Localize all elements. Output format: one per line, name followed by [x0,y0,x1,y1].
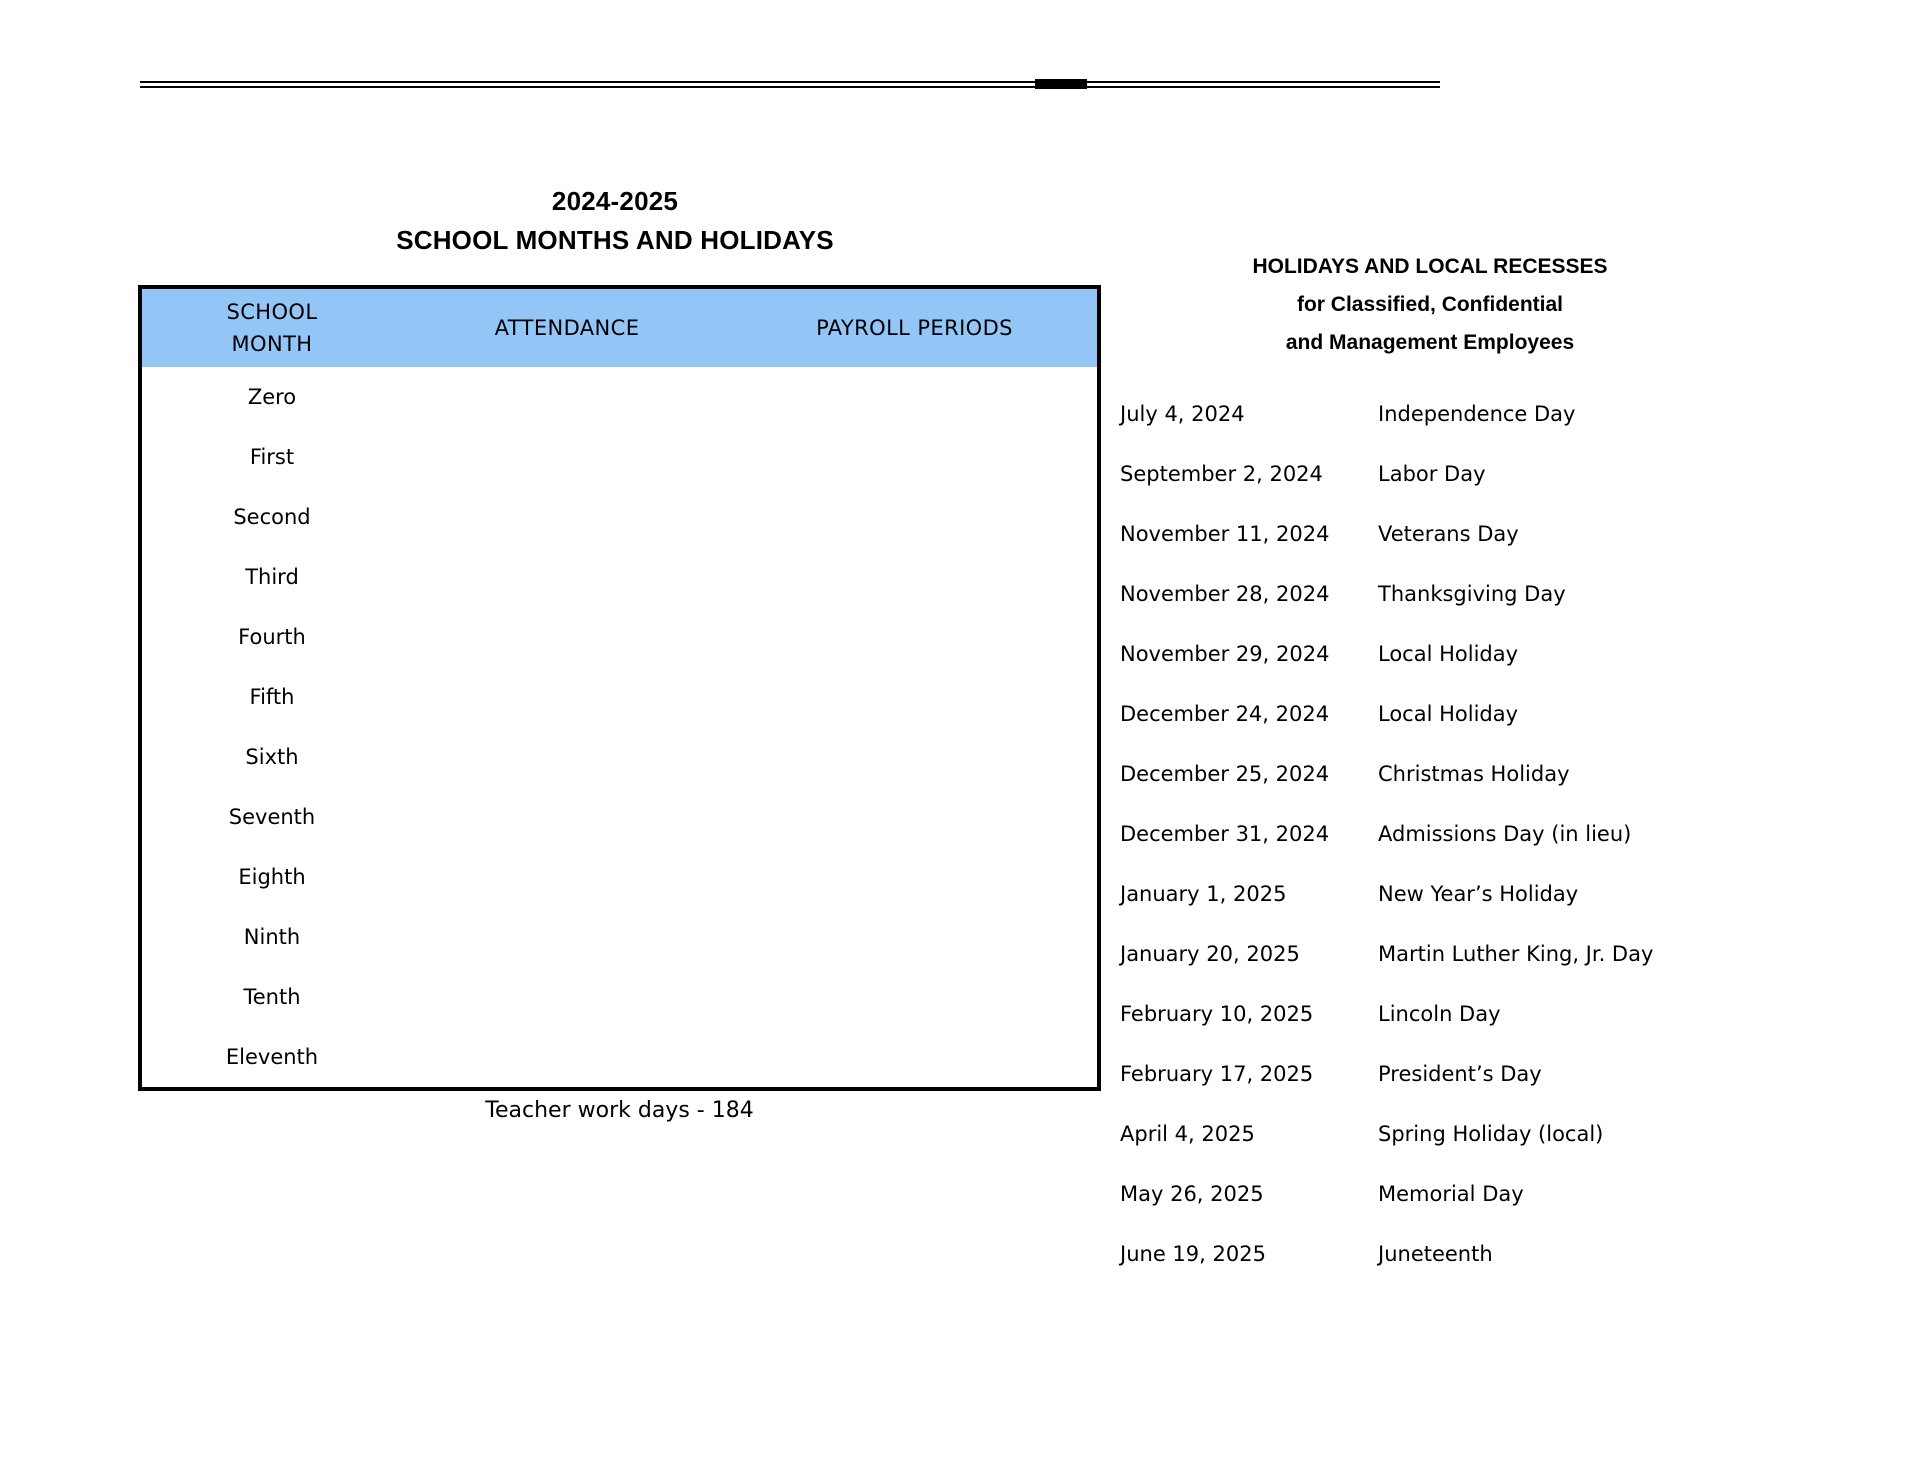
cell-payroll-periods[interactable] [732,967,1097,1027]
cell-attendance[interactable] [402,607,732,667]
school-months-table [138,285,1101,1091]
holiday-entry [1120,924,1800,984]
cell-payroll-periods[interactable] [732,1027,1097,1087]
cell-school-month: Second [233,505,311,529]
cell-payroll-periods[interactable] [732,607,1097,667]
cell-payroll-periods[interactable] [732,547,1097,607]
cell-payroll-periods[interactable] [732,907,1097,967]
cell-school-month: Zero [247,385,297,409]
holiday-name: Spring Holiday (local) [1378,1122,1604,1146]
cell-payroll-periods[interactable] [732,427,1097,487]
cell-payroll-periods[interactable] [732,727,1097,787]
table-row [142,787,1097,847]
holiday-entry [1120,444,1800,504]
holiday-date: February 17, 2025 [1120,1062,1314,1086]
column-header-payroll-periods: PAYROLL PERIODS [732,289,1097,367]
cell-school-month: Tenth [243,985,301,1009]
cell-attendance[interactable] [402,967,732,1027]
cell-payroll-periods[interactable] [732,667,1097,727]
holiday-date: November 11, 2024 [1120,522,1330,546]
holiday-date: July 4, 2024 [1120,402,1245,426]
holiday-entry [1120,984,1800,1044]
table-row [142,847,1097,907]
holiday-entry [1120,804,1800,864]
cell-payroll-periods[interactable] [732,487,1097,547]
table-row [142,1027,1097,1087]
page-title [0,182,1230,260]
holiday-name: Local Holiday [1378,702,1519,726]
holiday-name: Martin Luther King, Jr. Day [1378,942,1654,966]
table-row [142,547,1097,607]
holiday-name: Independence Day [1378,402,1576,426]
holiday-name: Christmas Holiday [1378,762,1570,786]
column-header-attendance: ATTENDANCE [402,289,732,367]
holiday-date: February 10, 2025 [1120,1002,1314,1026]
header-rule-line-lower [140,86,1440,88]
holiday-entry [1120,1224,1800,1284]
holiday-entry [1120,1044,1800,1104]
holiday-name: Memorial Day [1378,1182,1524,1206]
cell-attendance[interactable] [402,907,732,967]
holiday-name: President’s Day [1378,1062,1542,1086]
cell-attendance[interactable] [402,727,732,787]
cell-school-month: Seventh [228,805,316,829]
holiday-entry [1120,1104,1800,1164]
cell-attendance[interactable] [402,367,732,427]
school-months-table-body [142,367,1097,1087]
holiday-date: September 2, 2024 [1120,462,1323,486]
cell-attendance[interactable] [402,847,732,907]
holiday-name: Thanksgiving Day [1378,582,1566,606]
column-header-school-month-line2: MONTH [231,332,313,356]
holiday-date: December 31, 2024 [1120,822,1330,846]
holiday-name: Lincoln Day [1378,1002,1501,1026]
holiday-date: November 28, 2024 [1120,582,1330,606]
cell-school-month: Sixth [245,745,299,769]
cell-attendance[interactable] [402,667,732,727]
holiday-name: New Year’s Holiday [1378,882,1579,906]
page-title-year: 2024-2025 [551,186,679,216]
cell-attendance[interactable] [402,487,732,547]
header-rule-block [1035,79,1087,89]
holidays-heading-line-3: and Management Employees [1285,331,1575,354]
page-title-subject: SCHOOL MONTHS AND HOLIDAYS [396,225,834,255]
holiday-entry [1120,384,1800,444]
holidays-list [1120,384,1800,1284]
cell-school-month: Eleventh [225,1045,319,1069]
holiday-entry [1120,684,1800,744]
table-row [142,427,1097,487]
holiday-date: June 19, 2025 [1120,1242,1266,1266]
cell-school-month: Eighth [238,865,306,889]
holiday-entry [1120,564,1800,624]
column-header-school-month [142,289,402,367]
teacher-work-days-caption: Teacher work days - 184 [485,1098,754,1123]
holiday-name: Juneteenth [1378,1242,1493,1266]
cell-school-month: Fourth [238,625,306,649]
school-months-table-head [142,289,1097,367]
column-header-school-month-line1: SCHOOL [226,300,318,324]
header-rule [140,78,1440,92]
cell-attendance[interactable] [402,1027,732,1087]
holiday-entry [1120,1164,1800,1224]
holiday-date: January 1, 2025 [1120,882,1287,906]
holiday-date: December 25, 2024 [1120,762,1330,786]
cell-attendance[interactable] [402,427,732,487]
cell-attendance[interactable] [402,547,732,607]
holiday-entry [1120,744,1800,804]
table-row [142,367,1097,427]
holiday-date: November 29, 2024 [1120,642,1330,666]
cell-school-month: Fifth [249,685,295,709]
school-months-table-container [138,285,1101,1091]
holiday-name: Local Holiday [1378,642,1519,666]
holiday-name: Veterans Day [1378,522,1519,546]
table-header-row [142,289,1097,367]
cell-payroll-periods[interactable] [732,847,1097,907]
table-row [142,607,1097,667]
table-row [142,667,1097,727]
cell-payroll-periods[interactable] [732,787,1097,847]
holiday-entry [1120,864,1800,924]
holidays-panel [1120,248,1800,1284]
table-row [142,907,1097,967]
cell-attendance[interactable] [402,787,732,847]
holiday-name: Admissions Day (in lieu) [1378,822,1632,846]
holiday-name: Labor Day [1378,462,1486,486]
header-rule-line-upper [140,81,1440,83]
holiday-date: April 4, 2025 [1120,1122,1255,1146]
holidays-panel-heading [1120,248,1740,362]
cell-school-month: Third [245,565,299,589]
holidays-heading-line-2: for Classified, Confidential [1296,293,1564,316]
holidays-heading-line-1: HOLIDAYS AND LOCAL RECESSES [1252,255,1608,278]
holiday-date: May 26, 2025 [1120,1182,1264,1206]
cell-school-month: Ninth [243,925,301,949]
table-row [142,487,1097,547]
table-row [142,967,1097,1027]
cell-school-month: First [249,445,295,469]
table-row [142,727,1097,787]
cell-payroll-periods[interactable] [732,367,1097,427]
holiday-entry [1120,504,1800,564]
holiday-date: December 24, 2024 [1120,702,1330,726]
holiday-date: January 20, 2025 [1120,942,1300,966]
holiday-entry [1120,624,1800,684]
